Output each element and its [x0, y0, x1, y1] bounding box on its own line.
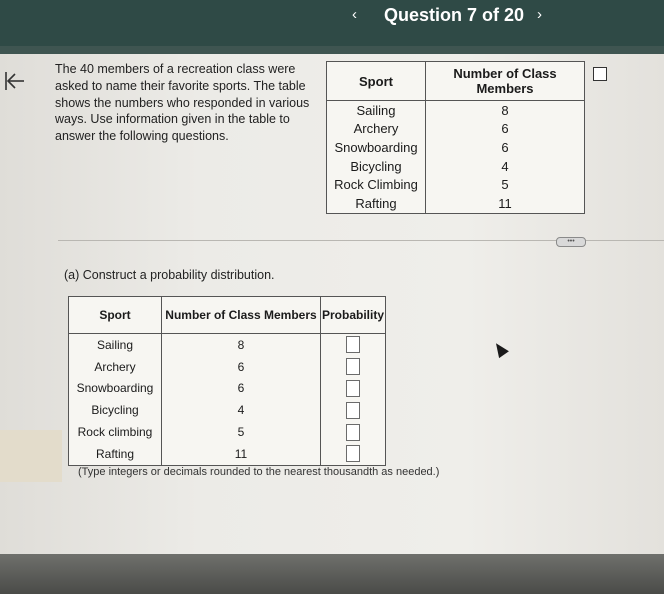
- previous-question-button[interactable]: ‹: [352, 6, 357, 23]
- table-row: [69, 378, 386, 400]
- probability-input[interactable]: [346, 402, 360, 419]
- probability-cell: [321, 334, 386, 356]
- members-cell: 4: [426, 157, 585, 176]
- probability-input[interactable]: [346, 380, 360, 397]
- probability-input[interactable]: [346, 445, 360, 462]
- probability-cell: [321, 378, 386, 400]
- probability-cell: [321, 443, 386, 465]
- probability-cell: [321, 399, 386, 421]
- table-row: [69, 421, 386, 443]
- column-header: Sport: [327, 62, 426, 101]
- back-to-start-icon[interactable]: [4, 70, 26, 99]
- table-row: [69, 356, 386, 378]
- members-cell: 11: [162, 443, 321, 465]
- column-header: Probability: [321, 297, 386, 334]
- sport-cell: Snowboarding: [69, 378, 162, 400]
- members-cell: 5: [426, 175, 585, 194]
- probability-input[interactable]: [346, 424, 360, 441]
- header-strip: [0, 46, 664, 54]
- sport-cell: Rafting: [327, 194, 426, 213]
- table-row: [327, 175, 585, 194]
- problem-intro: The 40 members of a recreation class were asked to name their favorite sports. The table shows the numbers who responded in various ways. Use information given in the table to answer the following questions.: [55, 62, 310, 144]
- sport-cell: Sailing: [327, 101, 426, 120]
- table-row: [69, 443, 386, 465]
- members-cell: 6: [426, 120, 585, 139]
- sport-cell: Bicycling: [69, 399, 162, 421]
- probability-input[interactable]: [346, 358, 360, 375]
- sport-cell: Rafting: [69, 443, 162, 465]
- sport-cell: Archery: [69, 356, 162, 378]
- sport-cell: Rock Climbing: [327, 175, 426, 194]
- members-cell: 6: [162, 378, 321, 400]
- sport-cell: Sailing: [69, 334, 162, 356]
- table-row: [69, 399, 386, 421]
- table-row: [69, 334, 386, 356]
- answer-format-hint: (Type integers or decimals rounded to the nearest thousandth as needed.): [78, 466, 440, 478]
- part-a-prompt: (a) Construct a probability distribution.: [64, 268, 275, 282]
- column-header: Sport: [69, 297, 162, 334]
- sport-cell: Snowboarding: [327, 138, 426, 157]
- left-panel-edge: [0, 430, 62, 482]
- table-row: [327, 138, 585, 157]
- members-cell: 5: [162, 421, 321, 443]
- table-header-row: [69, 297, 386, 334]
- next-question-button[interactable]: ›: [537, 6, 542, 23]
- table-row: [327, 194, 585, 213]
- data-table: [326, 61, 585, 214]
- top-bar: [0, 0, 664, 46]
- table-header-row: [327, 62, 585, 101]
- table-row: [327, 157, 585, 176]
- column-header: Number of Class Members: [162, 297, 321, 334]
- copy-icon[interactable]: [593, 67, 607, 81]
- members-cell: 6: [162, 356, 321, 378]
- probability-input[interactable]: [346, 336, 360, 353]
- members-cell: 8: [162, 334, 321, 356]
- column-header: Number of Class Members: [426, 62, 585, 101]
- table-row: [327, 101, 585, 120]
- members-cell: 11: [426, 194, 585, 213]
- members-cell: 8: [426, 101, 585, 120]
- question-title: Question 7 of 20: [384, 5, 525, 25]
- probability-cell: [321, 356, 386, 378]
- members-cell: 6: [426, 138, 585, 157]
- sport-cell: Archery: [327, 120, 426, 139]
- back-arrow-icon: [4, 70, 26, 92]
- more-options-icon[interactable]: •••: [556, 237, 586, 247]
- probability-cell: [321, 421, 386, 443]
- table-row: [327, 120, 585, 139]
- probability-table: [68, 296, 386, 466]
- sport-cell: Bicycling: [327, 157, 426, 176]
- sport-cell: Rock climbing: [69, 421, 162, 443]
- members-cell: 4: [162, 399, 321, 421]
- screen-bezel: [0, 554, 664, 594]
